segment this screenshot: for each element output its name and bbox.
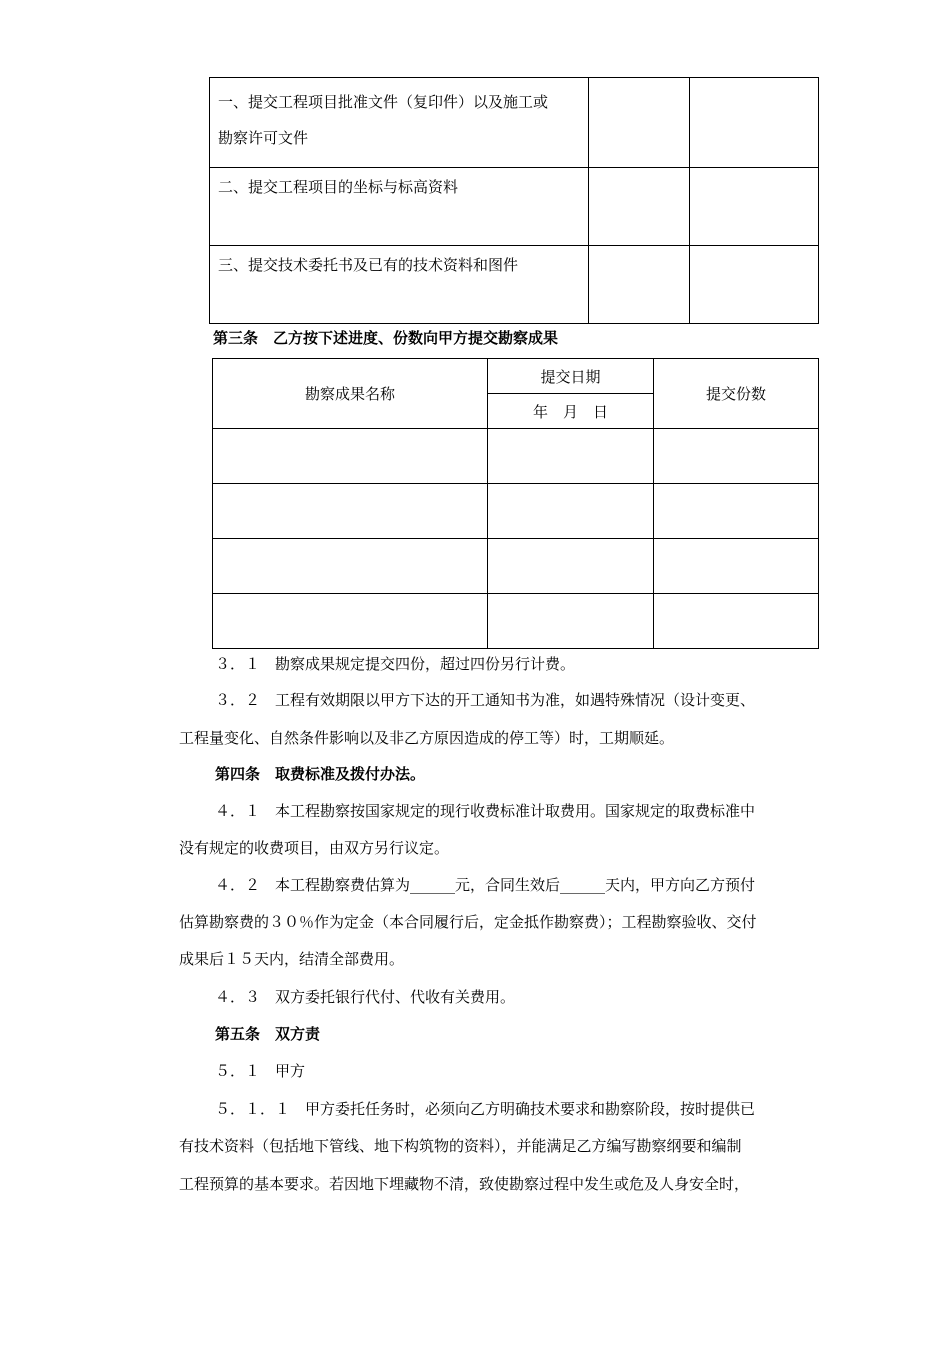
table-cell	[654, 594, 819, 649]
clause-3-2-line1: ３．２ 工程有效期限以甲方下达的开工通知书为准，如遇特殊情况（设计变更、	[215, 691, 756, 709]
table-cell	[488, 429, 654, 484]
header-copies: 提交份数	[654, 359, 819, 429]
results-table	[212, 358, 819, 649]
submission-row-3-cell-a	[589, 246, 690, 324]
table-cell	[213, 429, 488, 484]
clause-4-1-line2: 没有规定的收费项目，由双方另行议定。	[179, 839, 450, 857]
clause-3-1: ３．１ 勘察成果规定提交四份，超过四份另行计费。	[215, 655, 576, 673]
submission-row-1-cell-a	[589, 78, 690, 168]
submission-row-1-cell-b	[690, 78, 819, 168]
row1-line1: 一、提交工程项目批准文件（复印件）以及施工或	[218, 93, 549, 111]
clause-3-2-line2: 工程量变化、自然条件影响以及非乙方原因造成的停工等）时，工期顺延。	[179, 729, 675, 747]
table-cell	[654, 429, 819, 484]
submission-row-2-cell-a	[589, 168, 690, 246]
table-cell	[213, 539, 488, 594]
header-submit-date: 提交日期	[488, 359, 654, 394]
table-cell	[488, 539, 654, 594]
submission-row-3-text: 三、提交技术委托书及已有的技术资料和图件	[210, 246, 589, 324]
clause-4-2-line1: ４．２ 本工程勘察费估算为______元，合同生效后______天内，甲方向乙方预付	[215, 876, 756, 894]
submission-table	[209, 77, 819, 324]
clause-5-1: ５．１ 甲方	[215, 1062, 306, 1080]
article-5-heading: 第五条 双方责	[215, 1025, 321, 1043]
submission-row-2-cell-b	[690, 168, 819, 246]
clause-5-1-1-line3: 工程预算的基本要求。若因地下埋藏物不清，致使勘察过程中发生或危及人身安全时，	[179, 1175, 750, 1193]
table-cell	[213, 594, 488, 649]
table-cell	[213, 484, 488, 539]
submission-row-2-text: 二、提交工程项目的坐标与标高资料	[210, 168, 589, 246]
clause-4-1-line1: ４．１ 本工程勘察按国家规定的现行收费标准计取费用。国家规定的取费标准中	[215, 802, 756, 820]
table-cell	[488, 484, 654, 539]
submission-row-3-cell-b	[690, 246, 819, 324]
header-result-name: 勘察成果名称	[213, 359, 488, 429]
clause-4-2-line3: 成果后１５天内，结清全部费用。	[179, 950, 405, 968]
clause-5-1-1-line2: 有技术资料（包括地下管线、地下构筑物的资料），并能满足乙方编写勘察纲要和编制	[179, 1137, 742, 1155]
table-cell	[654, 539, 819, 594]
table-cell	[488, 594, 654, 649]
submission-row-1-text	[210, 78, 589, 168]
table-cell	[654, 484, 819, 539]
article-4-heading: 第四条 取费标准及拨付办法。	[215, 765, 426, 783]
clause-4-3: ４．３ 双方委托银行代付、代收有关费用。	[215, 988, 516, 1006]
row1-line2: 勘察许可文件	[218, 129, 309, 147]
clause-4-2-line2: 估算勘察费的３０％作为定金（本合同履行后，定金抵作勘察费）；工程勘察验收、交付	[179, 913, 757, 931]
clause-5-1-1-line1: ５．１．１ 甲方委托任务时，必须向乙方明确技术要求和勘察阶段，按时提供已	[215, 1100, 756, 1118]
article-3-heading: 第三条 乙方按下述进度、份数向甲方提交勘察成果	[213, 329, 559, 347]
header-date-format: 年 月 日	[488, 394, 654, 429]
